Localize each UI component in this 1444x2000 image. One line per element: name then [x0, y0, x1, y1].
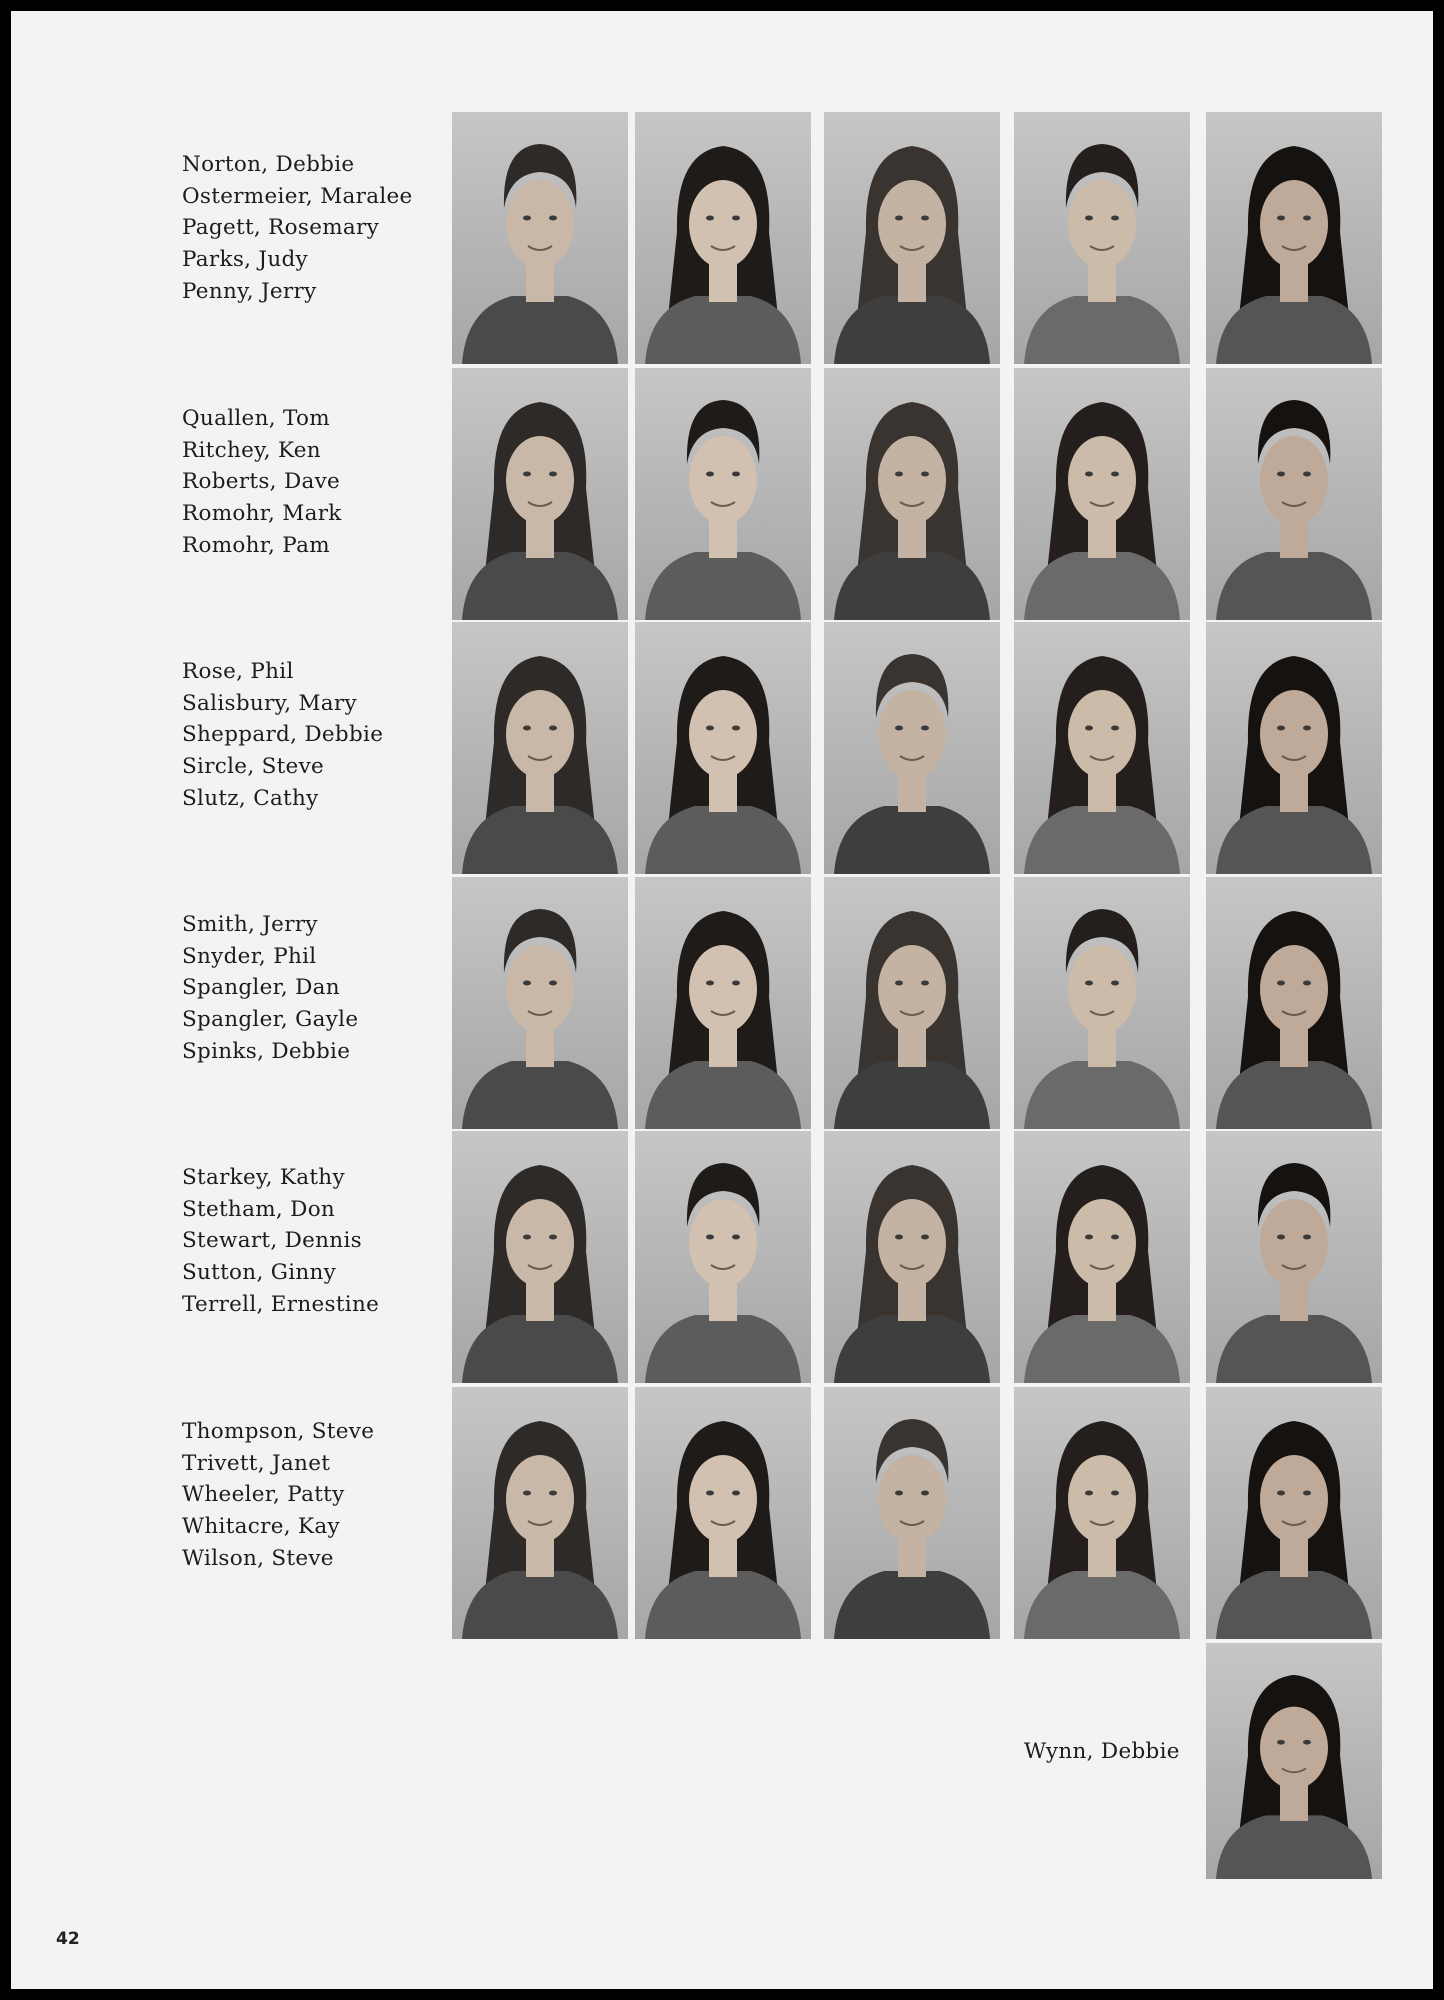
student-portrait-photo — [1206, 877, 1382, 1129]
student-portrait-photo — [1014, 112, 1190, 364]
student-portrait-photo — [824, 1131, 1000, 1383]
student-name: Parks, Judy — [182, 247, 309, 273]
student-name: Slutz, Cathy — [182, 785, 319, 811]
student-portrait-photo — [1014, 622, 1190, 874]
name-list-row-4 — [182, 909, 358, 1068]
student-portrait-photo — [452, 368, 628, 620]
student-name: Spangler, Gayle — [182, 1007, 359, 1033]
name-list-row-3 — [182, 656, 383, 815]
student-portrait-photo — [1014, 368, 1190, 620]
student-portrait-photo — [635, 1131, 811, 1383]
student-portrait-photo — [1206, 622, 1382, 874]
student-name: Penny, Jerry — [182, 278, 317, 304]
student-name: Trivett, Janet — [182, 1450, 331, 1476]
student-portrait-photo — [1014, 1131, 1190, 1383]
student-name: Sircle, Steve — [182, 754, 325, 780]
student-name: Wilson, Steve — [182, 1545, 334, 1571]
student-name: Thompson, Steve — [182, 1419, 375, 1444]
student-portrait-photo — [635, 1387, 811, 1639]
student-name: Roberts, Dave — [182, 469, 341, 495]
student-portrait-photo — [824, 112, 1000, 364]
student-portrait-photo — [452, 877, 628, 1129]
student-portrait-photo — [1014, 1387, 1190, 1639]
name-list-row-2 — [182, 403, 342, 562]
student-portrait-photo — [824, 622, 1000, 874]
student-name: Norton, Debbie — [182, 152, 355, 177]
name-list-row-5 — [182, 1162, 379, 1321]
student-name: Terrell, Ernestine — [182, 1291, 380, 1317]
student-portrait-photo — [635, 622, 811, 874]
student-portrait-photo — [452, 112, 628, 364]
yearbook-page — [11, 11, 1433, 1989]
student-portrait-photo — [635, 112, 811, 364]
student-name: Ostermeier, Maralee — [182, 183, 413, 209]
student-name: Rose, Phil — [182, 659, 294, 684]
student-name: Whitacre, Kay — [182, 1514, 340, 1540]
student-name: Smith, Jerry — [182, 912, 318, 937]
name-list-row-1 — [182, 149, 413, 308]
student-portrait-photo — [452, 622, 628, 874]
student-portrait-photo — [1206, 1643, 1382, 1879]
student-name: Snyder, Phil — [182, 943, 317, 969]
student-name: Stewart, Dennis — [182, 1228, 362, 1254]
student-name: Sutton, Ginny — [182, 1260, 337, 1286]
student-name: Spinks, Debbie — [182, 1038, 351, 1064]
student-name: Spangler, Dan — [182, 975, 340, 1001]
student-name: Stetham, Don — [182, 1196, 336, 1222]
student-portrait-photo — [824, 368, 1000, 620]
student-name: Romohr, Pam — [182, 532, 330, 558]
student-portrait-photo — [635, 877, 811, 1129]
student-name: Starkey, Kathy — [182, 1165, 345, 1190]
student-name-wynn: Wynn, Debbie — [1024, 1739, 1180, 1764]
student-portrait-photo — [1014, 877, 1190, 1129]
student-portrait-photo — [452, 1131, 628, 1383]
student-portrait-photo — [1206, 112, 1382, 364]
student-portrait-photo — [1206, 1387, 1382, 1639]
student-portrait-photo — [452, 1387, 628, 1639]
student-portrait-photo — [635, 368, 811, 620]
student-name: Romohr, Mark — [182, 501, 342, 527]
name-list-row-6 — [182, 1416, 374, 1575]
page-number: 42 — [56, 1929, 80, 1949]
student-portrait-photo — [1206, 368, 1382, 620]
student-portrait-photo — [824, 1387, 1000, 1639]
student-name: Sheppard, Debbie — [182, 722, 384, 748]
student-name: Ritchey, Ken — [182, 437, 321, 463]
student-name: Pagett, Rosemary — [182, 215, 380, 241]
student-portrait-photo — [824, 877, 1000, 1129]
student-name: Salisbury, Mary — [182, 690, 357, 716]
student-portrait-photo — [1206, 1131, 1382, 1383]
student-name: Wheeler, Patty — [182, 1482, 345, 1508]
student-name: Quallen, Tom — [182, 406, 330, 431]
